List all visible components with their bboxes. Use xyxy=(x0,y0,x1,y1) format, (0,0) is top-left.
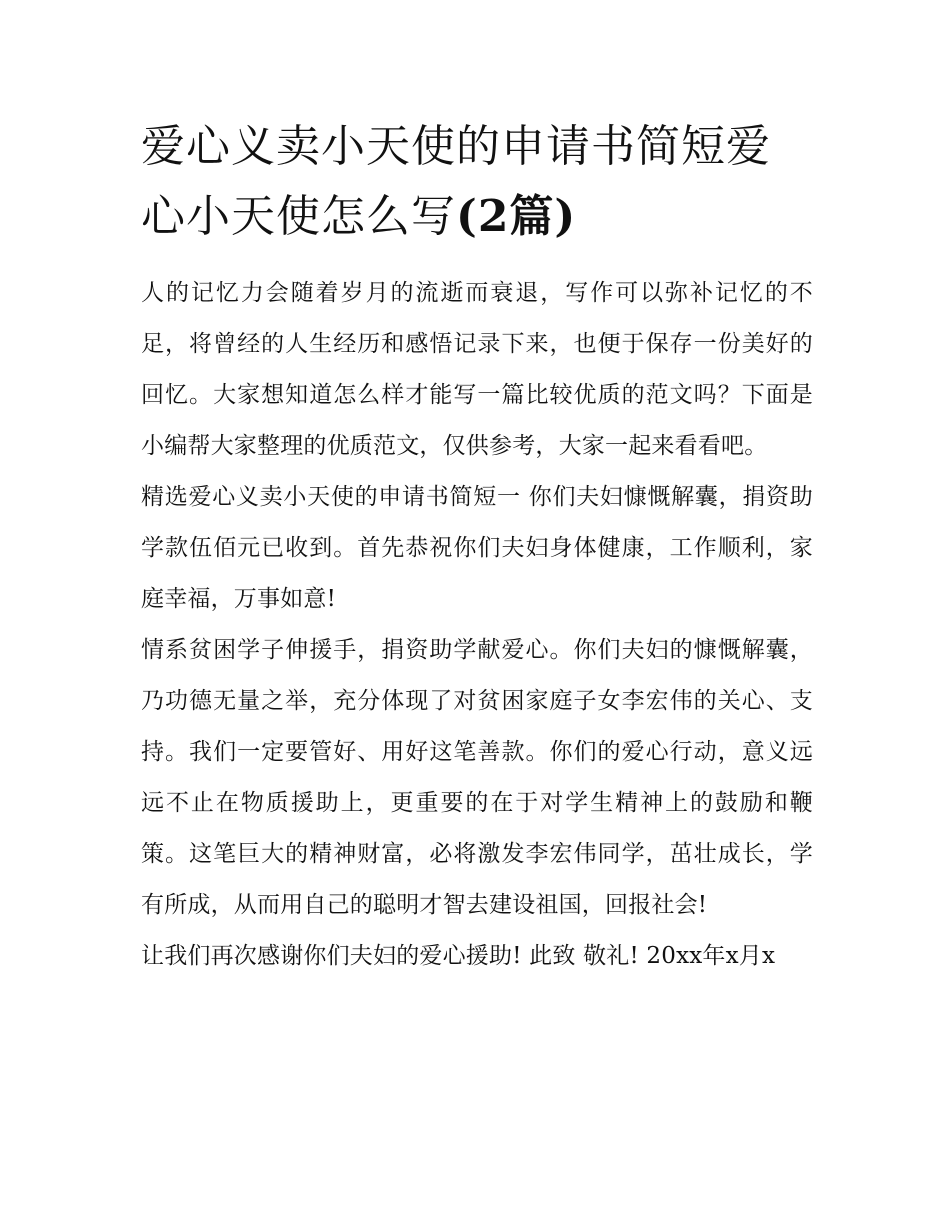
document-title-suffix: (2篇) xyxy=(456,191,577,242)
document-body xyxy=(141,268,813,982)
document-page xyxy=(141,112,813,982)
document-title xyxy=(141,112,813,252)
letter-body-paragraph: 情系贫困学子伸援手，捐资助学献爱心。你们夫妇的慷慨解囊，乃功德无量之举，充分体现了对贫困家庭子女李宏伟的关心、支持。我们一定要管好、用好这笔善款。你们的爱心行动，意义远远不止在物质援助上，更重要的在于对学生精神上的鼓励和鞭策。这笔巨大的精神财富，必将激发李宏伟同学，茁壮成长，学有所成，从而用自己的聪明才智去建设祖国，回报社会! xyxy=(141,637,813,918)
intro-paragraph: 人的记忆力会随着岁月的流逝而衰退，写作可以弥补记忆的不足，将曾经的人生经历和感悟记录下来，也便于保存一份美好的回忆。大家想知道怎么样才能写一篇比较优质的范文吗？下面是小编帮大家整理的优质范文，仅供参考，大家一起来看看吧。 xyxy=(141,280,813,459)
document-title-main: 爱心义卖小天使的申请书简短爱心小天使怎么写 xyxy=(141,121,771,242)
letter-opening-paragraph: 精选爱心义卖小天使的申请书简短一 你们夫妇慷慨解囊，捐资助学款伍佰元已收到。首先恭祝你们夫妇身体健康，工作顺利，家庭幸福，万事如意! xyxy=(141,484,813,612)
letter-closing-paragraph: 让我们再次感谢你们夫妇的爱心援助! 此致 敬礼! 20xx年x月x xyxy=(141,943,776,969)
